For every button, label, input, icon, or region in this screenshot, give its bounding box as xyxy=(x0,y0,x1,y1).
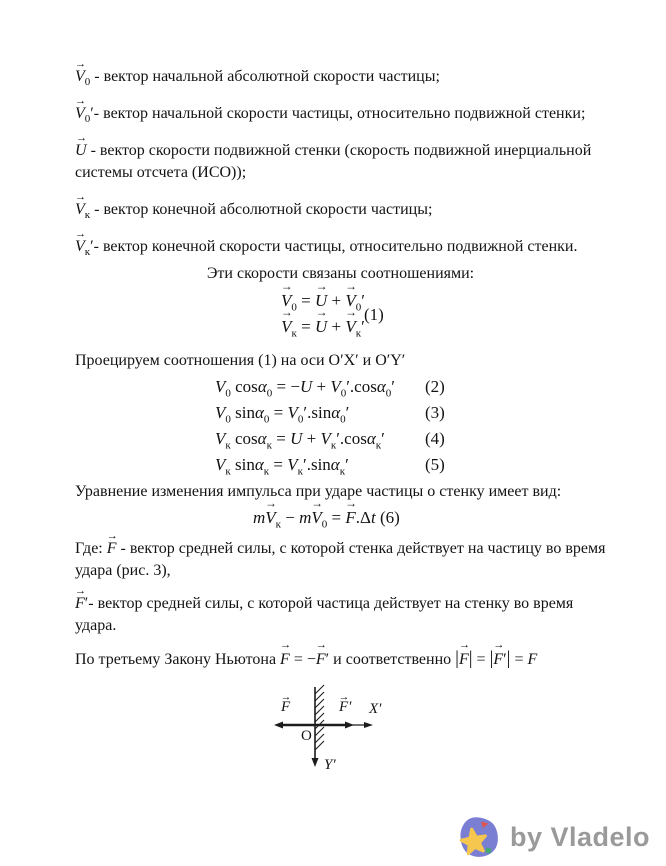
projection-equation-row xyxy=(215,426,606,452)
vladelo-logo-text: by Vladelo xyxy=(509,821,650,852)
definition-v0: → $V_0$ - вектор начальной абсолютной скорости частицы; xyxy=(75,66,606,88)
equation-system-1 xyxy=(263,288,383,340)
definition-vk-prime: → $V_к'-$ вектор конечной скорости частицы, относительно подвижной стенки. xyxy=(75,236,606,258)
definition-u: → U - вектор скорости подвижной стенки (скорость подвижной инерциальной системы отсчета (ИСО)); xyxy=(75,140,606,184)
projection-equation-2: $V_0$ $\cos\alpha_0 = -U + V_0'.\cos\alpha_0'$ xyxy=(215,377,395,400)
projection-intro-text: Проецируем соотношения (1) на оси O′X′ и O′Y′ xyxy=(75,352,406,369)
relations-intro-text: Эти скорости связаны соотношениями: xyxy=(206,265,475,282)
equation-number-2: (2) xyxy=(425,377,445,396)
projection-equation-4: $V_к$ $\cos\alpha_к = U + V_к'.\cos\alpha_к'$ xyxy=(215,429,385,452)
force-fprime-paragraph: → F′- вектор средней силы, с которой частица действует на стенку во время удара. xyxy=(75,593,606,637)
force-f-paragraph: Где: → F - вектор средней силы, с которой стенка действует на частицу во время удара (рис. 3), xyxy=(75,538,606,582)
newton-law-paragraph: По третьему Закону Ньютона → F = −→ F′ и соответственно |→ F| = |→ F′| = F xyxy=(75,646,606,673)
equation-number-4: (4) xyxy=(425,429,445,448)
projection-equation-row xyxy=(215,452,606,478)
label-y-axis: Y′ xyxy=(324,757,336,773)
vladelo-logo-icon xyxy=(457,814,501,860)
y-axis-arrowhead xyxy=(312,758,319,767)
label-origin: O xyxy=(301,728,312,744)
projection-equation-5: $V_к$ $\sin\alpha_к = V_к'.\sin\alpha_к'$ xyxy=(215,455,349,478)
diagram-canvas xyxy=(247,681,407,791)
equation-number-1: (1) xyxy=(364,305,384,324)
equation-1b: → $V_к$ = → U + → $V_к'$ xyxy=(263,314,383,340)
figure-3-diagram xyxy=(247,681,407,791)
projection-equations xyxy=(75,374,606,478)
label-x-axis: X′ xyxy=(369,701,382,717)
definition-vk: → $V_к$ - вектор конечной абсолютной скорости частицы; xyxy=(75,199,606,221)
impulse-intro-text: Уравнение изменения импульса при ударе частицы о стенку имеет вид: xyxy=(75,483,562,500)
equation-number-3: (3) xyxy=(425,403,445,422)
label-f-vector: → F xyxy=(281,699,290,715)
fprime-arrowhead xyxy=(345,722,354,729)
definition-v0-prime: → $V_0'-$ вектор начальной скорости частицы, относительно подвижной стенки; xyxy=(75,103,606,125)
equation-6: $m\to V_к - m\to V_0$ = → F.Δt (6) xyxy=(253,505,606,531)
wall-hatching xyxy=(315,685,324,750)
equation-1a: → $V_0$ = → U + → $V_0'$ xyxy=(263,288,383,314)
document-page xyxy=(75,0,606,791)
vladelo-logo xyxy=(457,814,650,860)
f-arrowhead xyxy=(274,722,283,729)
x-axis-arrowhead xyxy=(364,722,373,728)
projection-equation-row xyxy=(215,400,606,426)
label-fprime-vector: → F′ xyxy=(339,699,351,715)
projection-equation-row xyxy=(215,374,606,400)
projection-equation-3: $V_0$ $\sin\alpha_0 = V_0'.\sin\alpha_0'$ xyxy=(215,403,350,426)
equation-number-5: (5) xyxy=(425,455,445,474)
